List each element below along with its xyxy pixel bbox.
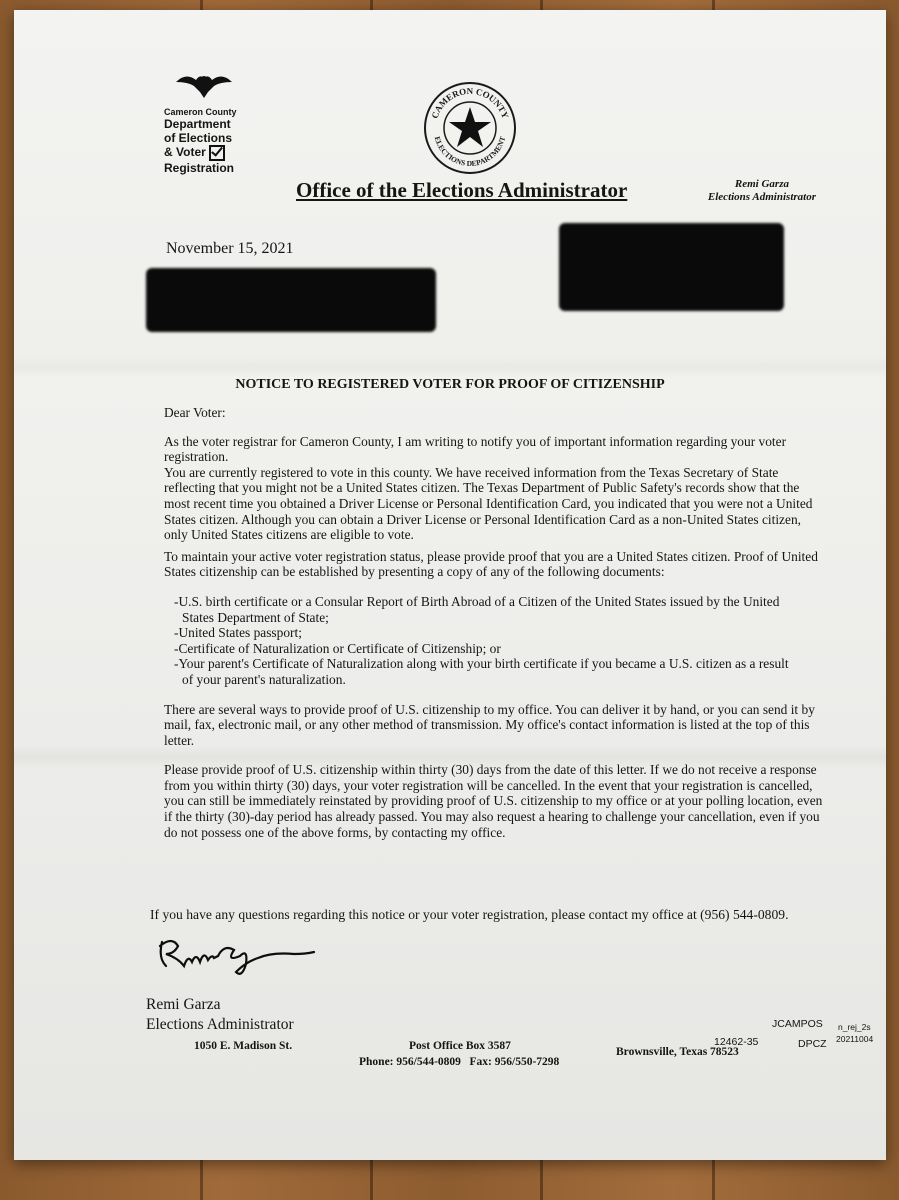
list-item: -U.S. birth certificate or a Consular Report of Birth Abroad of a Citizen of the United States issued by the United States Department of State;: [174, 593, 780, 625]
handwritten-signature: [154, 932, 324, 980]
signatory-title: Elections Administrator: [146, 1016, 294, 1033]
code-dpcz: DPCZ: [798, 1038, 827, 1050]
header-admin: Remi Garza Elections Administrator: [707, 178, 816, 203]
list-item: -Certificate of Naturalization or Certificate of Citizenship; or: [174, 640, 501, 656]
list-item: -Your parent's Certificate of Naturalization along with your birth certificate if you became a U.S. citizen as a result of your parent's naturalization.: [174, 656, 789, 687]
department-name: Department of Elections & Voter Registration: [164, 117, 235, 175]
office-title: Office of the Elections Administrator: [296, 178, 628, 202]
list-item: -United States passport;: [174, 625, 302, 641]
county-logo: [164, 70, 254, 175]
contact-line: If you have any questions regarding this notice or your voter registration, please contact my office at (956) 544-0809.: [150, 907, 789, 922]
eagle-icon: [174, 70, 234, 100]
footer-street: 1050 E. Madison St.: [194, 1040, 293, 1052]
footer-city: Brownsville, Texas 78523: [616, 1046, 739, 1058]
footer-phone-fax: Phone: 956/544-0809 Fax: 956/550-7298: [359, 1056, 560, 1068]
checkmark-icon: [209, 145, 225, 161]
code-user: JCAMPOS: [772, 1018, 823, 1030]
redacted-recipient-address: [146, 268, 436, 332]
svg-text:ELECTIONS DEPARTMENT: [433, 135, 508, 168]
seal-text-bottom: ELECTIONS DEPARTMENT: [432, 135, 508, 169]
paragraph-1: As the voter registrar for Cameron County, I am writing to notify you of important information regarding your voter registration. You are currently registered to vote in this county. We have received information from the Texas Secretary of State reflecting that you might not be a United States citizen. The Texas Department of Public Safety's records show that the most recent time you obtained a Driver License or Personal Identification Card, you indicated that you were not a United States citizen. Although you can obtain a Driver License or Personal Identification Card as a non-United States citizen, only United States citizens are eligible to vote.: [164, 433, 813, 543]
star-icon: [449, 107, 491, 147]
footer-po-box: Post Office Box 3587: [409, 1040, 511, 1052]
signatory-name: Remi Garza: [146, 996, 221, 1013]
notice-title: NOTICE TO REGISTERED VOTER FOR PROOF OF CITIZENSHIP: [235, 377, 665, 392]
letter-date: November 15, 2021: [166, 240, 294, 257]
redacted-recipient-id: [559, 223, 784, 311]
signatory: [146, 995, 294, 1035]
paragraph-4: There are several ways to provide proof of U.S. citizenship to my office. You can deliver it by hand, or you can send it by mail, fax, electronic mail, or any other method of transmission. My office's contact information is listed at the top of this letter.: [164, 701, 815, 748]
seal-text-top: CAMERON COUNTY: [429, 86, 511, 120]
code-form: n_rej_2s: [838, 1022, 871, 1032]
paragraph-3: To maintain your active voter registration status, please provide proof that you are a United States citizen. Proof of United States citizenship can be established by presenting a copy of any of the following documents:: [164, 548, 818, 580]
letter-body: [164, 405, 824, 854]
county-name-small: Cameron County: [164, 107, 237, 117]
documents-list: [174, 594, 824, 688]
paragraph-5: Please provide proof of U.S. citizenship within thirty (30) days from the date of this letter. If we do not receive a response from you within thirty (30) days, your voter registration will be cancelled. In the event that your registration is cancelled, you can still be immediately reinstated by providing proof of U.S. citizenship to my office or at your polling location, even if the thirty (30)-day period has already passed. You may also request a hearing to challenge your cancellation, even if you do not possess one of the above forms, by contacting my office.: [164, 762, 823, 840]
letter-paper: [14, 10, 886, 1160]
elections-department-seal: [422, 80, 518, 176]
code-date: 20211004: [836, 1034, 874, 1044]
code-number: 12462-35: [714, 1036, 759, 1048]
greeting: Dear Voter:: [164, 405, 226, 420]
